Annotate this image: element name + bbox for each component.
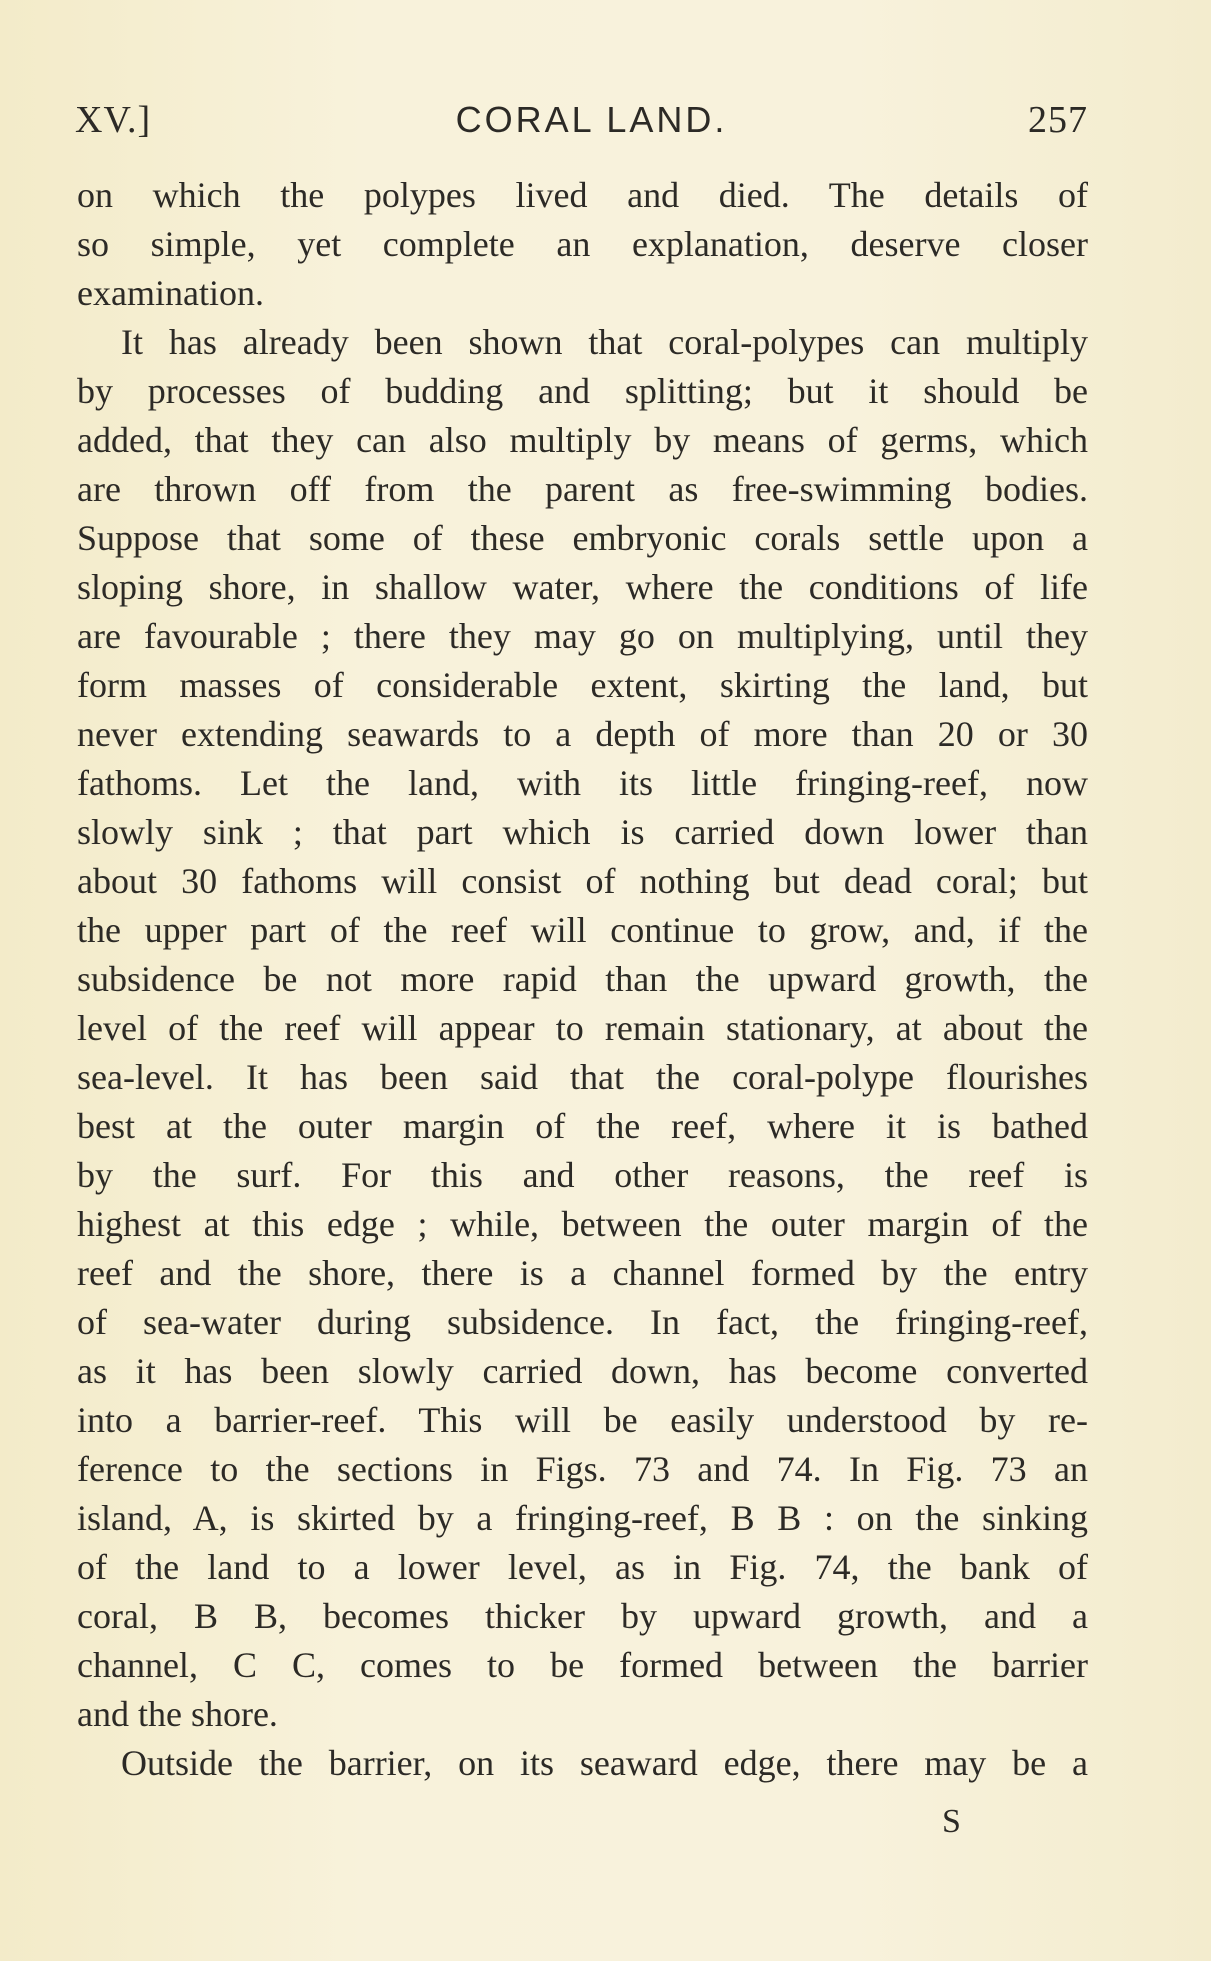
body-text bbox=[77, 171, 1088, 1788]
text-line: on which the polypes lived and died. The details of bbox=[77, 175, 1088, 215]
chapter-number: XV.] bbox=[75, 99, 152, 141]
text-line: into a barrier-reef. This will be easily understood by re- bbox=[77, 1400, 1088, 1440]
text-line: level of the reef will appear to remain stationary, at about the bbox=[77, 1008, 1088, 1048]
text-line: are favourable ; there they may go on multiplying, until they bbox=[77, 616, 1088, 656]
text-line: by the surf. For this and other reasons, the reef is bbox=[77, 1155, 1088, 1195]
page-number: 257 bbox=[1028, 99, 1088, 141]
text-line: of sea-water during subsidence. In fact, the fringing-reef, bbox=[77, 1302, 1088, 1342]
text-line: island, A, is skirted by a fringing-reef, B B : on the sinking bbox=[77, 1498, 1088, 1538]
text-line: fathoms. Let the land, with its little fringing-reef, now bbox=[77, 763, 1088, 803]
text-line: by processes of budding and splitting; but it should be bbox=[77, 371, 1088, 411]
text-line: subsidence be not more rapid than the upward growth, the bbox=[77, 959, 1088, 999]
text-line: so simple, yet complete an explanation, deserve closer bbox=[77, 224, 1088, 264]
text-line: about 30 fathoms will consist of nothing but dead coral; but bbox=[77, 861, 1088, 901]
text-line: ference to the sections in Figs. 73 and 74. In Fig. 73 an bbox=[77, 1449, 1088, 1489]
text-line: of the land to a lower level, as in Fig. 74, the bank of bbox=[77, 1547, 1088, 1587]
text-line: sea-level. It has been said that the coral-polype flourishes bbox=[77, 1057, 1088, 1097]
running-head bbox=[75, 96, 1088, 144]
text-line: slowly sink ; that part which is carried down lower than bbox=[77, 812, 1088, 852]
text-line: best at the outer margin of the reef, where it is bathed bbox=[77, 1106, 1088, 1146]
signature-mark: S bbox=[942, 1803, 962, 1840]
text-line: form masses of considerable extent, skirting the land, but bbox=[77, 665, 1088, 705]
page-title: CORAL LAND. bbox=[455, 99, 728, 140]
text-line: reef and the shore, there is a channel formed by the entry bbox=[77, 1253, 1088, 1293]
text-line: as it has been slowly carried down, has become converted bbox=[77, 1351, 1088, 1391]
text-line: sloping shore, in shallow water, where the conditions of life bbox=[77, 567, 1088, 607]
text-line: are thrown off from the parent as free-swimming bodies. bbox=[77, 469, 1088, 509]
text-line: and the shore. bbox=[77, 1694, 278, 1734]
text-line: examination. bbox=[77, 273, 264, 313]
text-line: highest at this edge ; while, between the outer margin of the bbox=[77, 1204, 1088, 1244]
text-line: added, that they can also multiply by means of germs, which bbox=[77, 420, 1088, 460]
text-line: channel, C C, comes to be formed between the barrier bbox=[77, 1645, 1088, 1685]
text-line: coral, B B, becomes thicker by upward growth, and a bbox=[77, 1596, 1088, 1636]
text-line: It has already been shown that coral-polypes can multiply bbox=[121, 322, 1088, 362]
text-line: Suppose that some of these embryonic corals settle upon a bbox=[77, 518, 1088, 558]
text-line: Outside the barrier, on its seaward edge, there may be a bbox=[121, 1743, 1088, 1783]
text-line: never extending seawards to a depth of more than 20 or 30 bbox=[77, 714, 1088, 754]
text-line: the upper part of the reef will continue to grow, and, if the bbox=[77, 910, 1088, 950]
